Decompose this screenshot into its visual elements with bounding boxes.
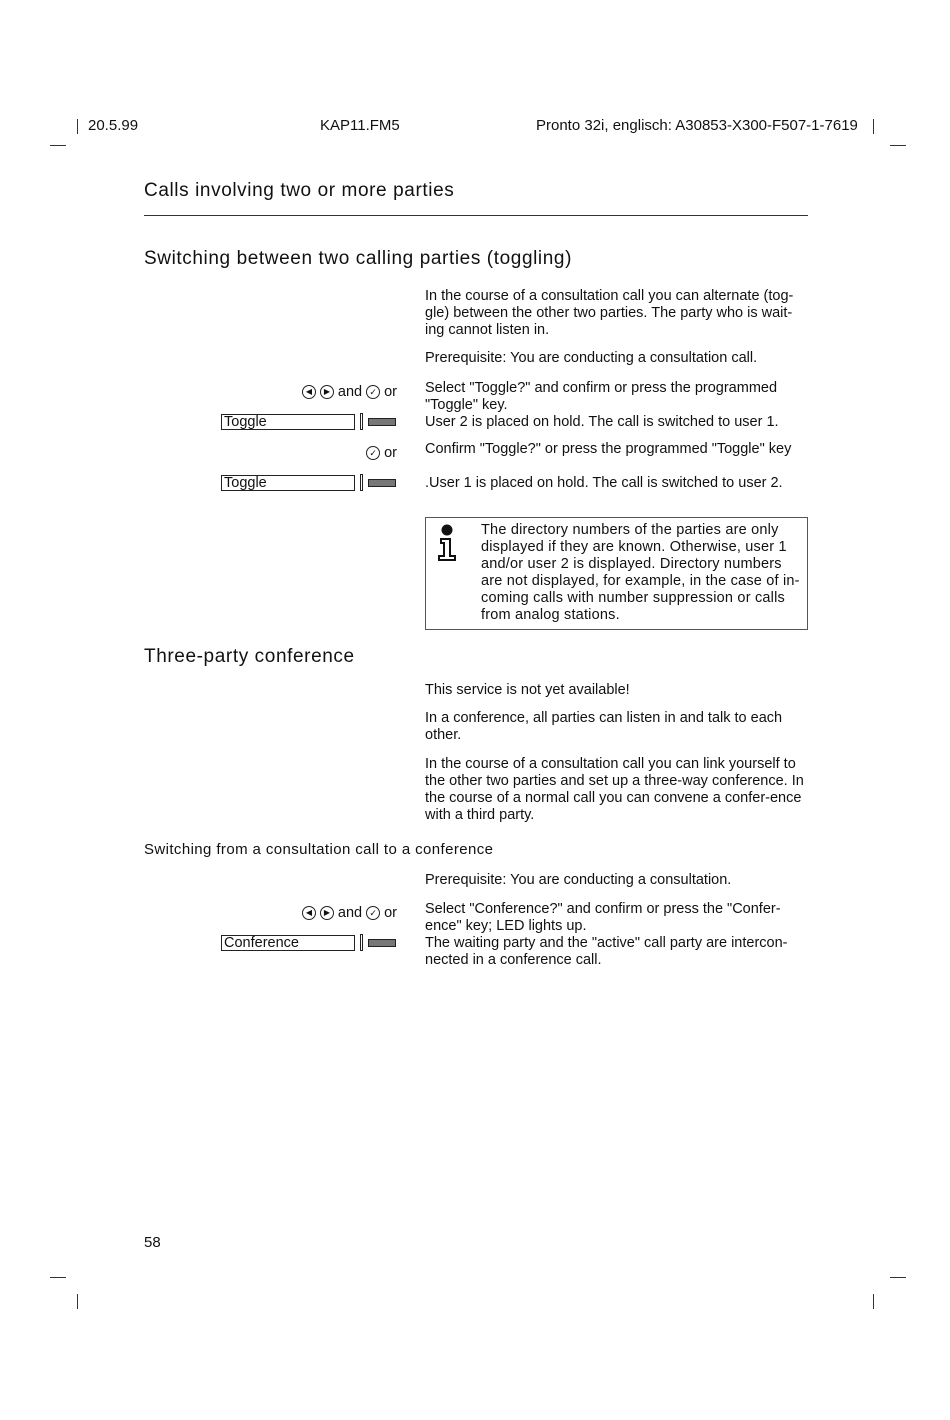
crop-mark: [890, 145, 906, 146]
checkmark-icon: ✓: [366, 385, 380, 399]
left-arrow-icon: ◀: [302, 385, 316, 399]
chapter-title: Calls involving two or more parties: [144, 180, 455, 201]
confirm-controls: [366, 445, 397, 461]
header-product: Pronto 32i, englisch: A30853-X300-F507-1-7619: [536, 117, 858, 134]
crop-mark: [77, 1294, 78, 1309]
info-icon: [436, 524, 460, 562]
page-number: 58: [144, 1234, 161, 1251]
right-arrow-icon: ▶: [320, 906, 334, 920]
step2-result: .User 1 is placed on hold. The call is switched to user 2.: [425, 475, 783, 491]
and-label: and: [337, 905, 363, 921]
step1-result: User 2 is placed on hold. The call is switched to user 1.: [425, 414, 779, 430]
or-label: or: [384, 905, 397, 921]
step2-text: Confirm "Toggle?" or press the programmed "Toggle" key: [425, 441, 792, 457]
crop-mark: [50, 1277, 66, 1278]
right-arrow-icon: ▶: [320, 385, 334, 399]
toggling-prerequisite: Prerequisite: You are conducting a consultation call.: [425, 350, 758, 366]
key-button: [360, 474, 363, 491]
toggle-key-label: Toggle: [221, 414, 355, 430]
conference-step-text: Select "Conference?" and confirm or press the "Confer-ence" key; LED lights up.: [425, 901, 781, 934]
conference-availability: This service is not yet available!: [425, 682, 630, 698]
conference-prerequisite: Prerequisite: You are conducting a consultation.: [425, 872, 732, 888]
info-note: The directory numbers of the parties are only displayed if they are known. Otherwise, user 1 and/or user 2 is displayed. Directory numbers are not displayed, for example, in the case of in-coming calls with number suppression or calls from analog stations.: [481, 522, 800, 623]
crop-mark: [890, 1277, 906, 1278]
conference-step-result: The waiting party and the "active" call party are intercon-nected in a conference call.: [425, 935, 788, 968]
key-led: [368, 479, 396, 487]
and-label: and: [337, 384, 363, 400]
section-heading-toggling: Switching between two calling parties (toggling): [144, 248, 573, 269]
or-label: or: [384, 445, 397, 461]
key-led: [368, 418, 396, 426]
title-rule: [144, 215, 808, 216]
left-arrow-icon: ◀: [302, 906, 316, 920]
navigation-controls: [302, 905, 397, 921]
key-button: [360, 934, 363, 951]
toggle-key-label: Toggle: [221, 475, 355, 491]
crop-mark: [873, 1294, 874, 1309]
header-date: 20.5.99: [88, 117, 139, 134]
key-button: [360, 413, 363, 430]
section-heading-conference: Three-party conference: [144, 646, 355, 667]
crop-mark: [50, 145, 66, 146]
conference-p1: In a conference, all parties can listen in and talk to each other.: [425, 710, 783, 743]
key-led: [368, 939, 396, 947]
or-label: or: [384, 384, 397, 400]
navigation-controls: [302, 384, 397, 400]
crop-mark: [77, 119, 78, 134]
checkmark-icon: ✓: [366, 446, 380, 460]
conference-p2: In the course of a consultation call you can link yourself to the other two parties and set up a three-way conference. In the course of a normal call you can convene a confer-ence with a third party.: [425, 756, 804, 823]
checkmark-icon: ✓: [366, 906, 380, 920]
info-box: [425, 517, 808, 630]
crop-mark: [873, 119, 874, 134]
step1-text: Select "Toggle?" and confirm or press the programmed "Toggle" key.: [425, 380, 778, 413]
subheading-consultation-to-conference: Switching from a consultation call to a conference: [144, 841, 494, 858]
conference-key-label: Conference: [221, 935, 355, 951]
toggling-intro: In the course of a consultation call you can alternate (tog-gle) between the other two parties. The party who is wait-ing cannot listen in.: [425, 288, 794, 338]
header-file: KAP11.FM5: [320, 117, 400, 134]
